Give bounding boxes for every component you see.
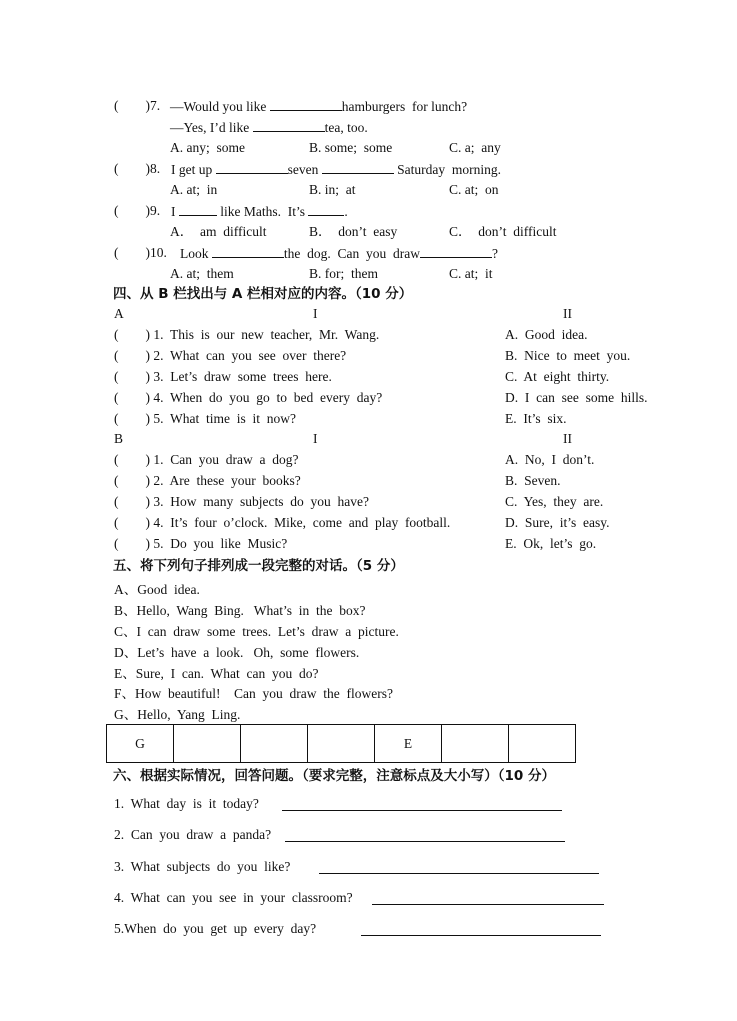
group-b-col2-label: II xyxy=(563,431,572,446)
order-cell[interactable]: G xyxy=(107,725,174,763)
q8-option-c: C. at; on xyxy=(449,182,499,197)
q8-paren[interactable]: ( )8. xyxy=(114,161,161,176)
match-a-question: 4. When do you go to bed every day? xyxy=(150,390,383,405)
match-a-paren[interactable]: ( ) xyxy=(114,327,150,342)
q8-blank-1[interactable] xyxy=(216,161,288,174)
q7-line2: —Yes, I’d like tea, too. xyxy=(170,120,368,135)
answer-line[interactable] xyxy=(361,935,601,936)
q9-blank-1[interactable] xyxy=(179,203,217,216)
match-b-question: 4. It’s four o’clock. Mike, come and play football. xyxy=(150,515,451,530)
match-a-question: 5. What time is it now? xyxy=(150,411,296,426)
match-b-answer: B. Seven. xyxy=(505,473,561,488)
q9-option-c: C． don’t difficult xyxy=(449,224,557,239)
match-a-paren[interactable]: ( ) xyxy=(114,411,150,426)
match-a-paren[interactable]: ( ) xyxy=(114,369,150,384)
answer-question: 1. What day is it today? xyxy=(114,796,259,811)
match-b-question: 1. Can you draw a dog? xyxy=(150,452,299,467)
q9-option-a: A． am difficult xyxy=(170,224,267,239)
order-cell[interactable] xyxy=(509,725,576,763)
q10-stem: Look the dog. Can you draw ? xyxy=(180,246,498,261)
dialogue-sentence: E、Sure, I can. What can you do? xyxy=(114,666,319,681)
match-a-answer: E. It’s six. xyxy=(505,411,567,426)
dialogue-sentence: B、Hello, Wang Bing. What’s in the box? xyxy=(114,603,366,618)
q7-line1: —Would you like hamburgers for lunch? xyxy=(170,99,468,114)
q10-option-b: B. for; them xyxy=(309,266,378,281)
q8-option-b: B. in; at xyxy=(309,182,356,197)
match-a-question: 3. Let’s draw some trees here. xyxy=(150,369,332,384)
match-b-answer: E. Ok, let’s go. xyxy=(505,536,597,551)
q7-option-b: B. some; some xyxy=(309,140,393,155)
match-b-paren[interactable]: ( ) xyxy=(114,515,150,530)
dialogue-sentence: G、Hello, Yang Ling. xyxy=(114,707,241,722)
group-a-label: A xyxy=(114,306,124,321)
match-a-answer: B. Nice to meet you. xyxy=(505,348,631,363)
match-b-answer: D. Sure, it’s easy. xyxy=(505,515,610,530)
q7-option-c: C. a; any xyxy=(449,140,501,155)
match-b-paren[interactable]: ( ) xyxy=(114,494,150,509)
answer-line[interactable] xyxy=(282,810,562,811)
answer-question: 3. What subjects do you like? xyxy=(114,859,291,874)
q10-option-a: A. at; them xyxy=(170,266,234,281)
dialogue-sentence: D、Let’s have a look. Oh, some flowers. xyxy=(114,645,360,660)
match-b-answer: A. No, I don’t. xyxy=(505,452,595,467)
group-a-col2-label: II xyxy=(563,306,572,321)
answer-question: 4. What can you see in your classroom? xyxy=(114,890,353,905)
answer-line[interactable] xyxy=(319,873,599,874)
q8-stem: I get up seven Saturday morning. xyxy=(171,162,501,177)
match-b-paren[interactable]: ( ) xyxy=(114,452,150,467)
match-b-paren[interactable]: ( ) xyxy=(114,473,150,488)
match-a-question: 2. What can you see over there? xyxy=(150,348,347,363)
q7-option-a: A. any; some xyxy=(170,140,245,155)
match-b-answer: C. Yes, they are. xyxy=(505,494,604,509)
q8-option-a: A. at; in xyxy=(170,182,218,197)
dialogue-sentence: C、I can draw some trees. Let’s draw a picture. xyxy=(114,624,399,639)
q10-paren[interactable]: ( )10. xyxy=(114,245,167,260)
section6-heading: 六、根据实际情况，回答问题。（要求完整，注意标点及大小写）（10 分） xyxy=(113,768,555,784)
q9-option-b: B． don’t easy xyxy=(309,224,398,239)
q10-option-c: C. at; it xyxy=(449,266,493,281)
answer-question: 2. Can you draw a panda? xyxy=(114,827,272,842)
q7-blank-2[interactable] xyxy=(253,119,325,132)
order-cell[interactable] xyxy=(308,725,375,763)
order-cell[interactable] xyxy=(241,725,308,763)
section5-heading: 五、将下列句子排列成一段完整的对话。（5 分） xyxy=(113,558,404,574)
match-a-answer: A. Good idea. xyxy=(505,327,588,342)
match-a-answer: C. At eight thirty. xyxy=(505,369,610,384)
q9-blank-2[interactable] xyxy=(308,203,344,216)
answer-question: 5.When do you get up every day? xyxy=(114,921,317,936)
match-a-question: 1. This is our new teacher, Mr. Wang. xyxy=(150,327,380,342)
dialogue-sentence: A、Good idea. xyxy=(114,582,200,597)
q7-paren[interactable]: ( )7. xyxy=(114,98,161,113)
match-a-answer: D. I can see some hills. xyxy=(505,390,648,405)
q10-blank-1[interactable] xyxy=(212,245,284,258)
match-b-question: 2. Are these your books? xyxy=(150,473,301,488)
q8-blank-2[interactable] xyxy=(322,161,394,174)
q9-stem: I like Maths. It’s . xyxy=(171,204,348,219)
q10-blank-2[interactable] xyxy=(420,245,492,258)
group-a-col1-label: I xyxy=(313,306,318,321)
order-cell[interactable]: E xyxy=(375,725,442,763)
q9-paren[interactable]: ( )9. xyxy=(114,203,161,218)
order-answer-table xyxy=(106,724,576,763)
match-b-question: 3. How many subjects do you have? xyxy=(150,494,369,509)
answer-line[interactable] xyxy=(372,904,604,905)
answer-line[interactable] xyxy=(285,841,565,842)
match-b-question: 5. Do you like Music? xyxy=(150,536,288,551)
group-b-label: B xyxy=(114,431,124,446)
match-a-paren[interactable]: ( ) xyxy=(114,390,150,405)
dialogue-sentence: F、How beautiful! Can you draw the flowers? xyxy=(114,686,393,701)
match-b-paren[interactable]: ( ) xyxy=(114,536,150,551)
match-a-paren[interactable]: ( ) xyxy=(114,348,150,363)
group-b-col1-label: I xyxy=(313,431,318,446)
order-cell[interactable] xyxy=(174,725,241,763)
order-cell[interactable] xyxy=(442,725,509,763)
q7-blank-1[interactable] xyxy=(270,98,342,111)
section4-heading: 四、从 B 栏找出与 A 栏相对应的内容。（10 分） xyxy=(113,286,413,302)
